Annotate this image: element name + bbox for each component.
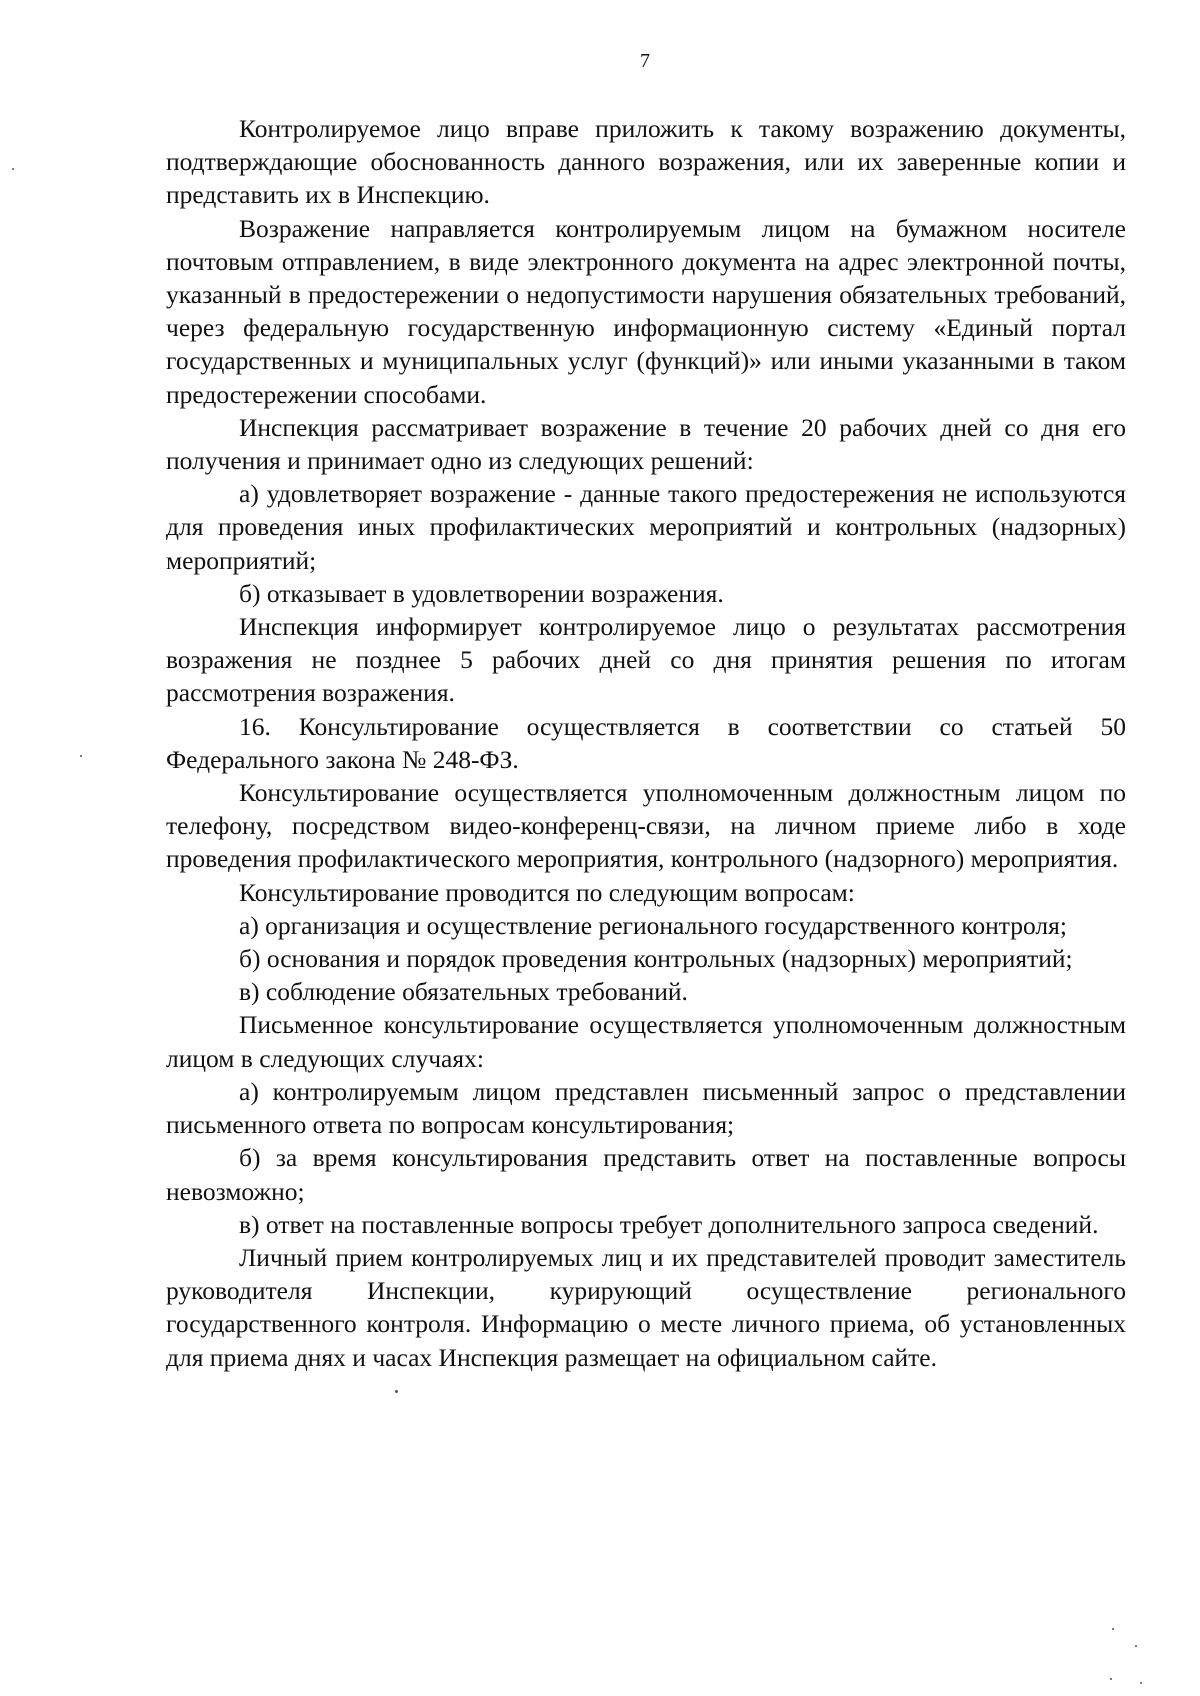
list-item: в) ответ на поставленные вопросы требует дополнительного запроса сведений. [239,1209,1099,1239]
list-item: а) удовлетворяет возражение - данные такого предостережения не используются для проведения иных профилактических мероприятий и контрольных (надзорных) мероприятий; [166,479,1126,575]
list-item: б) отказывает в удовлетворении возражения. [239,578,724,608]
section-paragraph: 16. Консультирование осуществляется в соответствии со статьей 50 Федерального закона № 248-ФЗ. [166,711,1126,774]
document-body [166,112,1126,1374]
speck [12,168,14,170]
paragraph: Возражение направляется контролируемым лицом на бумажном носителе почтовым отправлением, в виде электронного документа на адрес электронной почты, указанный в предостережении о недопустимости нарушения обязательных требований, через федеральную государственную информационную систему «Единый портал государственных и муниципальных услуг (функций)» или иными указанными в таком предостережении способами. [166,213,1126,409]
list-item: б) за время консультирования представить ответ на поставленные вопросы невозможно; [166,1143,1126,1206]
paragraph: Консультирование проводится по следующим вопросам: [239,877,855,907]
list-item: б) основания и порядок проведения контрольных (надзорных) мероприятий; [239,944,1073,974]
page-number: 7 [640,50,650,72]
paragraph: Консультирование осуществляется уполномоченным должностным лицом по телефону, посредством видео-конференц-связи, на личном приеме либо в ходе проведения профилактического мероприятия, контрольного (надзорного) мероприятия. [166,778,1126,874]
speck [395,1390,398,1393]
list-item: а) организация и осуществление регионального государственного контроля; [239,910,1067,940]
speck [1112,1628,1114,1630]
list-item: а) контролируемым лицом представлен письменный запрос о представлении письменного ответа по вопросам консультирования; [166,1076,1126,1140]
list-item: в) соблюдение обязательных требований. [239,977,688,1007]
speck [80,755,82,757]
paragraph: Инспекция информирует контролируемое лицо о результатах рассмотрения возражения не позднее 5 рабочих дней со дня принятия решения по итогам рассмотрения возражения. [166,612,1126,708]
speck [1140,1682,1142,1684]
paragraph: Инспекция рассматривает возражение в течение 20 рабочих дней со дня его получения и принимает одно из следующих решений: [166,412,1126,476]
paragraph: Письменное консультирование осуществляется уполномоченным должностным лицом в следующих случаях: [166,1010,1126,1073]
paragraph: Контролируемое лицо вправе приложить к такому возражению документы, подтверждающие обоснованность данного возражения, или их заверенные копии и представить их в Инспекцию. [166,114,1126,210]
speck [1110,1678,1112,1680]
speck [1135,1645,1137,1647]
paragraph: Личный прием контролируемых лиц и их представителей проводит заместитель руководителя Инспекции, курирующий осуществление регионального государственного контроля. Информацию о месте личного приема, об установленных для приема днях и часах Инспекция размещает на официальном сайте. [166,1242,1126,1372]
